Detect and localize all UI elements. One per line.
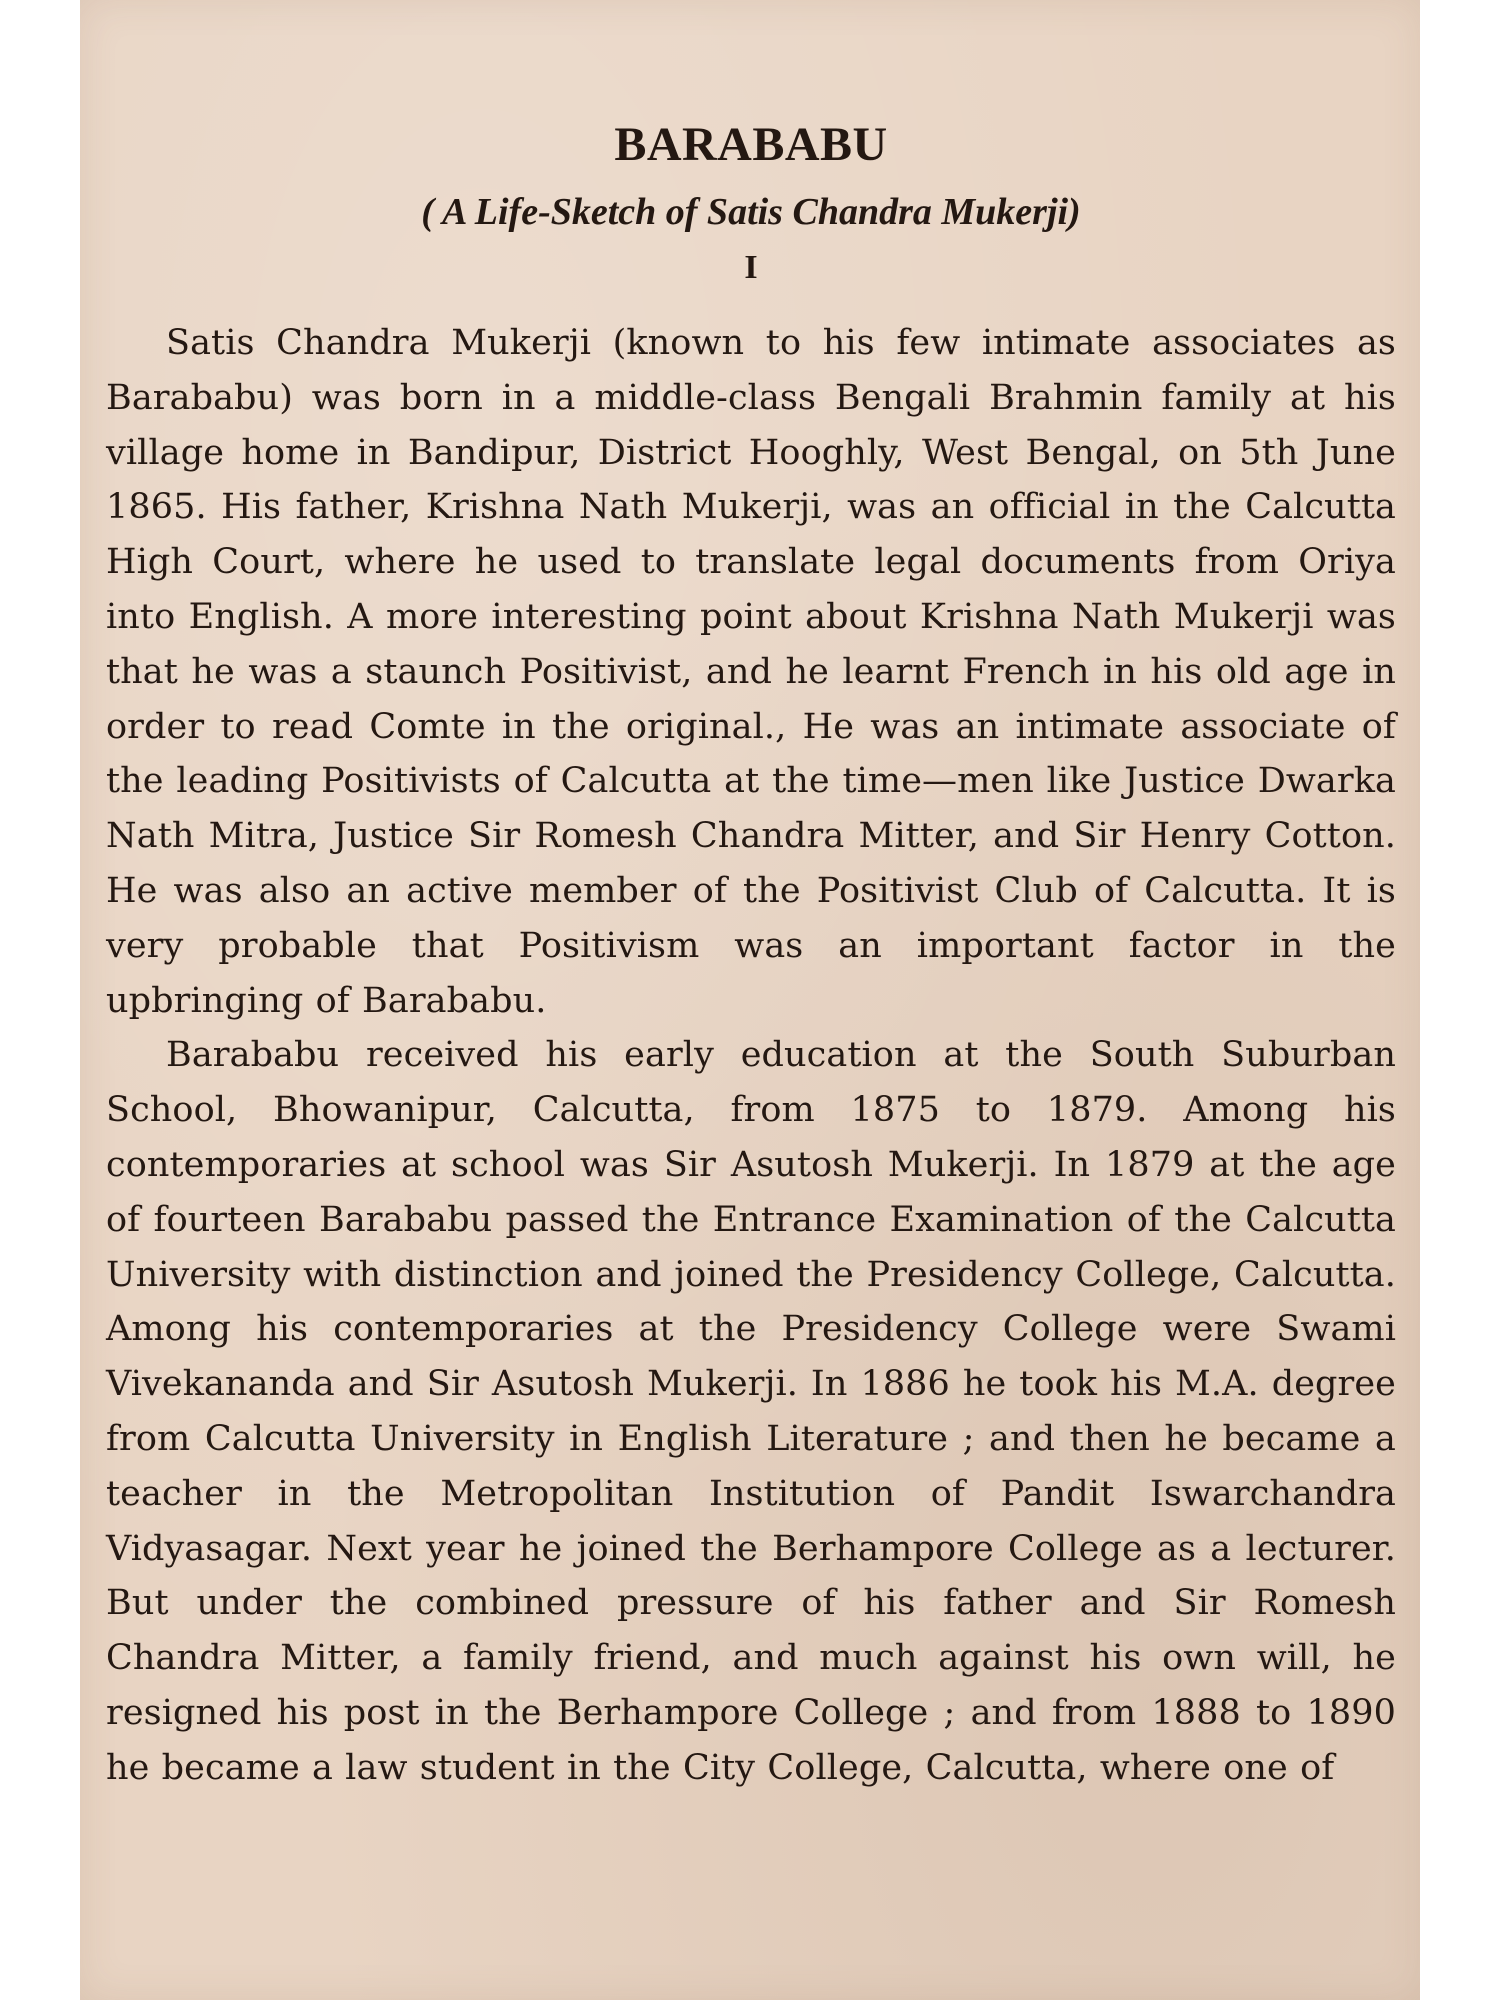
page-content (106, 110, 1396, 1796)
chapter-subtitle: ( A Life-Sketch of Satis Chandra Mukerji) (421, 191, 1081, 233)
paragraph-2: Barababu received his early education at the South Suburban School, Bhowanipur, Calcutta, from 1875 to 1879. Among his contemporaries at school was Sir Asutosh Mukerji. In 1879 at the age of fourteen Barababu passed the Entrance Examination of the Calcutta University with distinction and joined the Presidency College, Calcutta. Among his contemporaries at the Presidency College were Swami Vivekananda and Sir Asutosh Mukerji. In 1886 he took his M.A. degree from Calcutta University in English Literature ; and then he became a teacher in the Metropolitan Institution of Pandit Iswarchandra Vidyasagar. Next year he joined the Berhampore College as a lecturer. But under the combined pressure of his father and Sir Romesh Chandra Mitter, a family friend, and much against his own will, he resigned his post in the Berhampore College ; and from 1888 to 1890 he became a law student in the City College, Calcutta, where one of (106, 1035, 1396, 1788)
book-page (80, 0, 1420, 2000)
paragraph-1: Satis Chandra Mukerji (known to his few intimate associates as Barababu) was born in a middle-class Bengali Brahmin family at his village home in Bandipur, District Hooghly, West Bengal, on 5th June 1865. His father, Krishna Nath Mukerji, was an official in the Calcutta High Court, where he used to translate legal documents from Oriya into English. A more interesting point about Krishna Nath Mukerji was that he was a staunch Positivist, and he learnt French in his old age in order to read Comte in the original., He was an intimate associate of the leading Positivists of Calcutta at the time—men like Justice Dwarka Nath Mitra, Justice Sir Romesh Chandra Mitter, and Sir Henry Cotton. He was also an active member of the Positivist Club of Calcutta. It is very probable that Positivism was an important factor in the upbringing of Barababu. (106, 323, 1396, 1021)
chapter-title: BARABABU (614, 118, 888, 171)
section-number: I (744, 249, 758, 286)
body-text (106, 316, 1396, 1796)
